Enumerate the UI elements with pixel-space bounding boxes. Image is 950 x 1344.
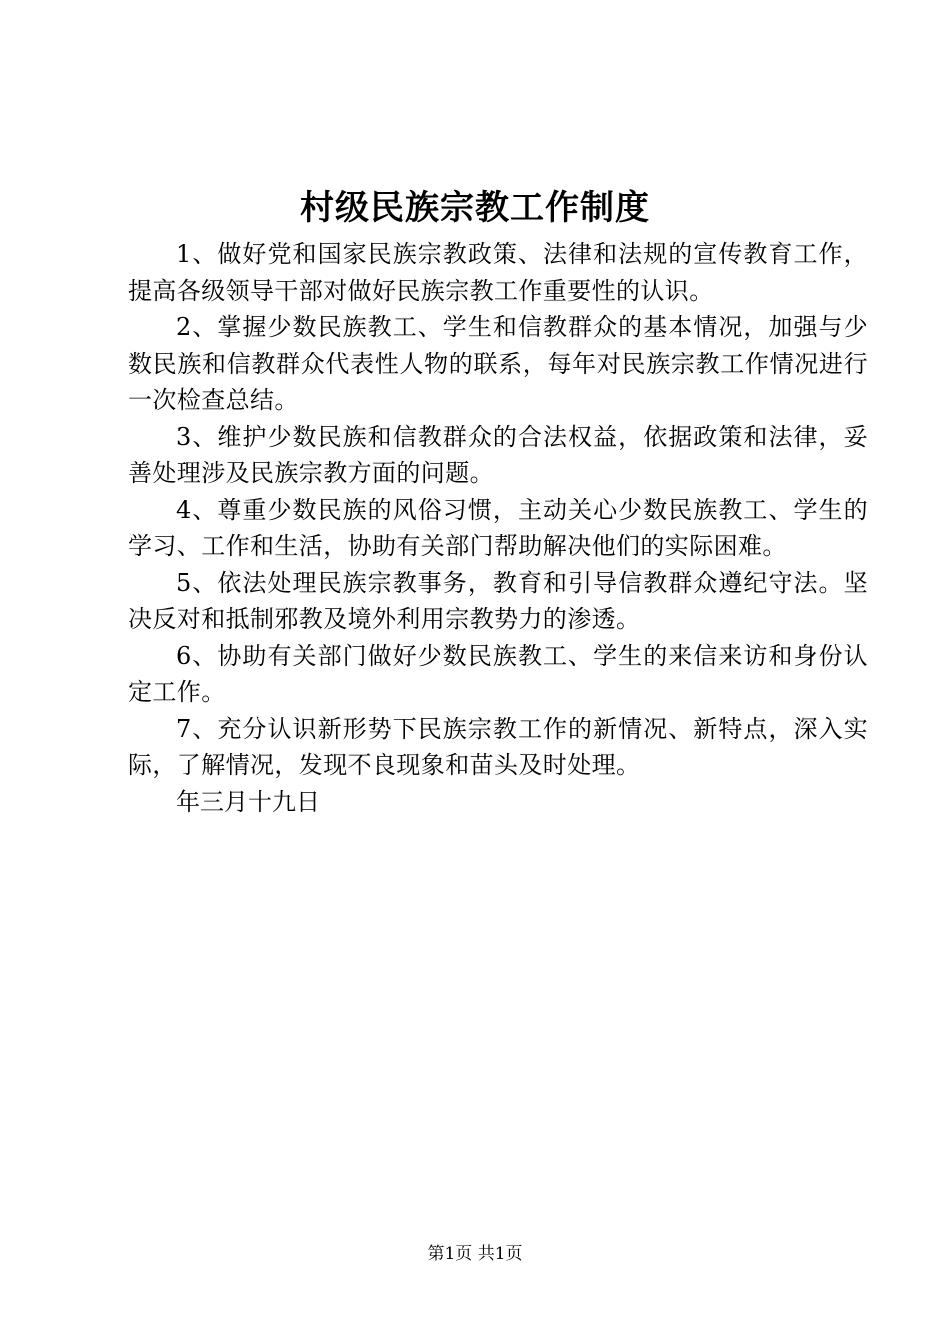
document-body [128,236,868,820]
paragraph-4: 4、尊重少数民族的风俗习惯，主动关心少数民族教工、学生的学习、工作和生活，协助有关部门帮助解决他们的实际困难。 [128,495,868,560]
paragraph-2: 2、掌握少数民族教工、学生和信教群众的基本情况，加强与少数民族和信教群众代表性人物的联系，每年对民族宗教工作情况进行一次检查总结。 [128,313,868,414]
paragraph-1: 1、做好党和国家民族宗教政策、法律和法规的宣传教育工作，提高各级领导干部对做好民族宗教工作重要性的认识。 [128,240,868,305]
paragraph-3: 3、维护少数民族和信教群众的合法权益，依据政策和法律，妥善处理涉及民族宗教方面的问题。 [128,422,868,487]
page-footer: 第1页 共1页 [427,1244,523,1264]
document-title: 村级民族宗教工作制度 [300,188,650,228]
paragraph-7: 7、充分认识新形势下民族宗教工作的新情况、新特点，深入实际，了解情况，发现不良现象和苗头及时处理。 [128,714,868,779]
document-date: 年三月十九日 [176,787,320,816]
paragraph-5: 5、依法处理民族宗教事务，教育和引导信教群众遵纪守法。坚决反对和抵制邪教及境外利用宗教势力的渗透。 [128,568,868,633]
paragraph-6: 6、协助有关部门做好少数民族教工、学生的来信来访和身份认定工作。 [128,641,868,706]
